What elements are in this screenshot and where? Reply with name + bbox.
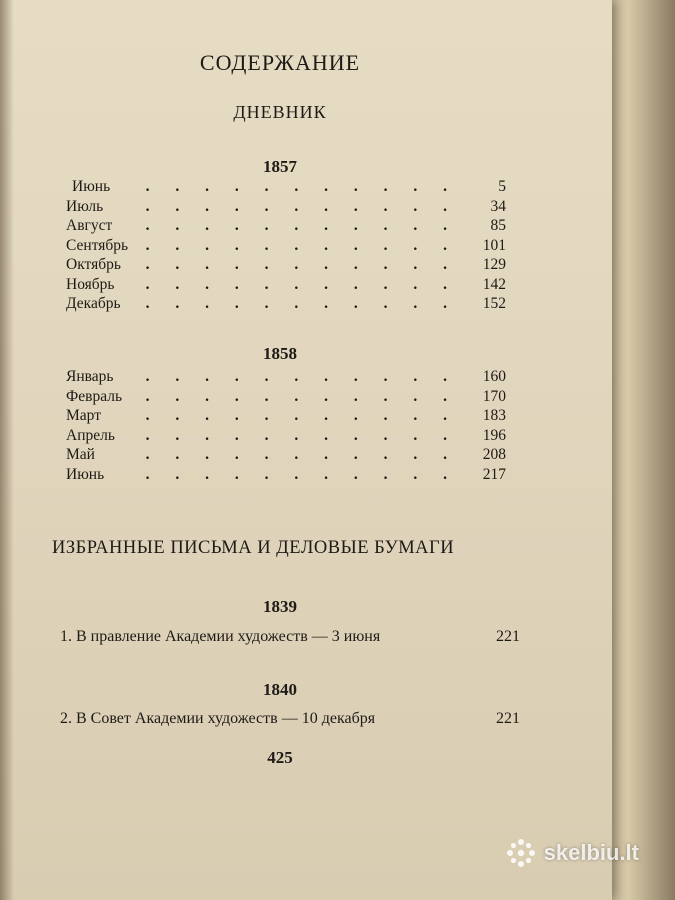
toc-entry-label: Июль <box>66 197 104 215</box>
watermark-text: skelbiu.lt <box>543 840 639 865</box>
toc-entry-label: Октябрь <box>66 256 121 273</box>
toc-entry-label: Июнь <box>72 178 111 195</box>
dot-leader: . . . . . . . . . . . <box>145 426 458 444</box>
toc-entry[interactable] <box>66 217 506 237</box>
toc-entry-page: 142 <box>482 275 506 293</box>
toc-entry-label: Ноябрь <box>66 275 115 293</box>
toc-list-1858 <box>66 368 506 485</box>
dot-leader: . . . . . . . . . . . <box>145 236 458 254</box>
toc-entry-page: 129 <box>482 256 506 273</box>
toc-entry-label: Февраль <box>66 387 123 405</box>
toc-entry[interactable] <box>66 198 506 218</box>
toc-entry[interactable] <box>66 368 506 388</box>
dot-leader: . . . . . . . . . . . <box>145 446 458 463</box>
toc-entry-page: 208 <box>482 446 506 463</box>
watermark <box>506 838 639 868</box>
toc-entry-page: 221 <box>496 710 520 727</box>
toc-entry[interactable] <box>66 388 506 408</box>
year-heading: 1858 <box>263 344 297 363</box>
toc-entry-label: Апрель <box>66 426 115 444</box>
toc-entry[interactable] <box>66 256 506 276</box>
dot-leader: . . . . . . . . . . . <box>145 275 458 293</box>
dot-leader: . . . . . . . . . . . <box>145 368 458 385</box>
dot-leader: . . . . . . . . . . . <box>145 197 458 215</box>
year-heading: 1839 <box>263 597 297 616</box>
toc-entry[interactable] <box>66 276 506 296</box>
toc-entry-page: 152 <box>482 295 506 312</box>
toc-entry-label: Сентябрь <box>66 236 129 254</box>
toc-entry-label: Май <box>66 446 95 463</box>
dots-logo-icon <box>506 838 536 868</box>
toc-entry[interactable] <box>66 466 506 486</box>
toc-entry-page: 5 <box>498 178 506 195</box>
toc-entry[interactable] <box>66 446 506 466</box>
toc-entry-page: 160 <box>482 368 506 385</box>
toc-entry-label: Август <box>66 217 113 234</box>
dot-leader: . . . . . . . . . . . <box>145 256 458 273</box>
contents-title: СОДЕРЖАНИЕ <box>199 50 361 75</box>
year-heading: 1857 <box>263 157 297 176</box>
dot-leader: . . . . . . . . . . . <box>145 407 458 424</box>
toc-entry-page: 101 <box>482 236 506 254</box>
toc-entry-page: 183 <box>482 407 506 424</box>
year-heading: 1840 <box>263 680 297 699</box>
book-edge <box>608 0 675 900</box>
dot-leader: . . . . . . . . . . . <box>145 178 458 195</box>
dot-leader: . . . . . . . . . . . <box>145 217 458 234</box>
dot-leader: . . . . . . . . . . . <box>145 295 458 312</box>
toc-entry-label: Март <box>66 407 101 424</box>
toc-entry-page: 217 <box>482 465 506 483</box>
toc-entry[interactable] <box>66 295 506 315</box>
toc-entry-page: 221 <box>496 628 520 645</box>
toc-entry-label: Декабрь <box>66 295 121 312</box>
toc-entry[interactable] <box>66 427 506 447</box>
toc-entry-label: Июнь <box>66 465 105 483</box>
toc-entry-label: 2. В Совет Академии художеств — 10 декабря <box>60 710 376 727</box>
toc-entry-page: 34 <box>490 197 506 215</box>
toc-entry-label: 1. В правление Академии художеств — 3 июня <box>60 628 381 645</box>
toc-entry-page: 196 <box>482 426 506 444</box>
toc-entry[interactable] <box>66 407 506 427</box>
page-number: 425 <box>267 748 293 767</box>
diary-section-title: ДНЕВНИК <box>233 102 327 122</box>
dot-leader: . . . . . . . . . . . <box>145 387 458 405</box>
toc-entry-label: Январь <box>66 368 114 385</box>
toc-entry[interactable] <box>66 178 506 198</box>
toc-entry-page: 170 <box>482 387 506 405</box>
toc-entry-page: 85 <box>490 217 506 234</box>
toc-list-1857 <box>66 178 506 315</box>
toc-entry[interactable] <box>66 237 506 257</box>
dot-leader: . . . . . . . . . . . <box>145 465 458 483</box>
letters-section-title: ИЗБРАННЫЕ ПИСЬМА И ДЕЛОВЫЕ БУМАГИ <box>52 538 455 558</box>
